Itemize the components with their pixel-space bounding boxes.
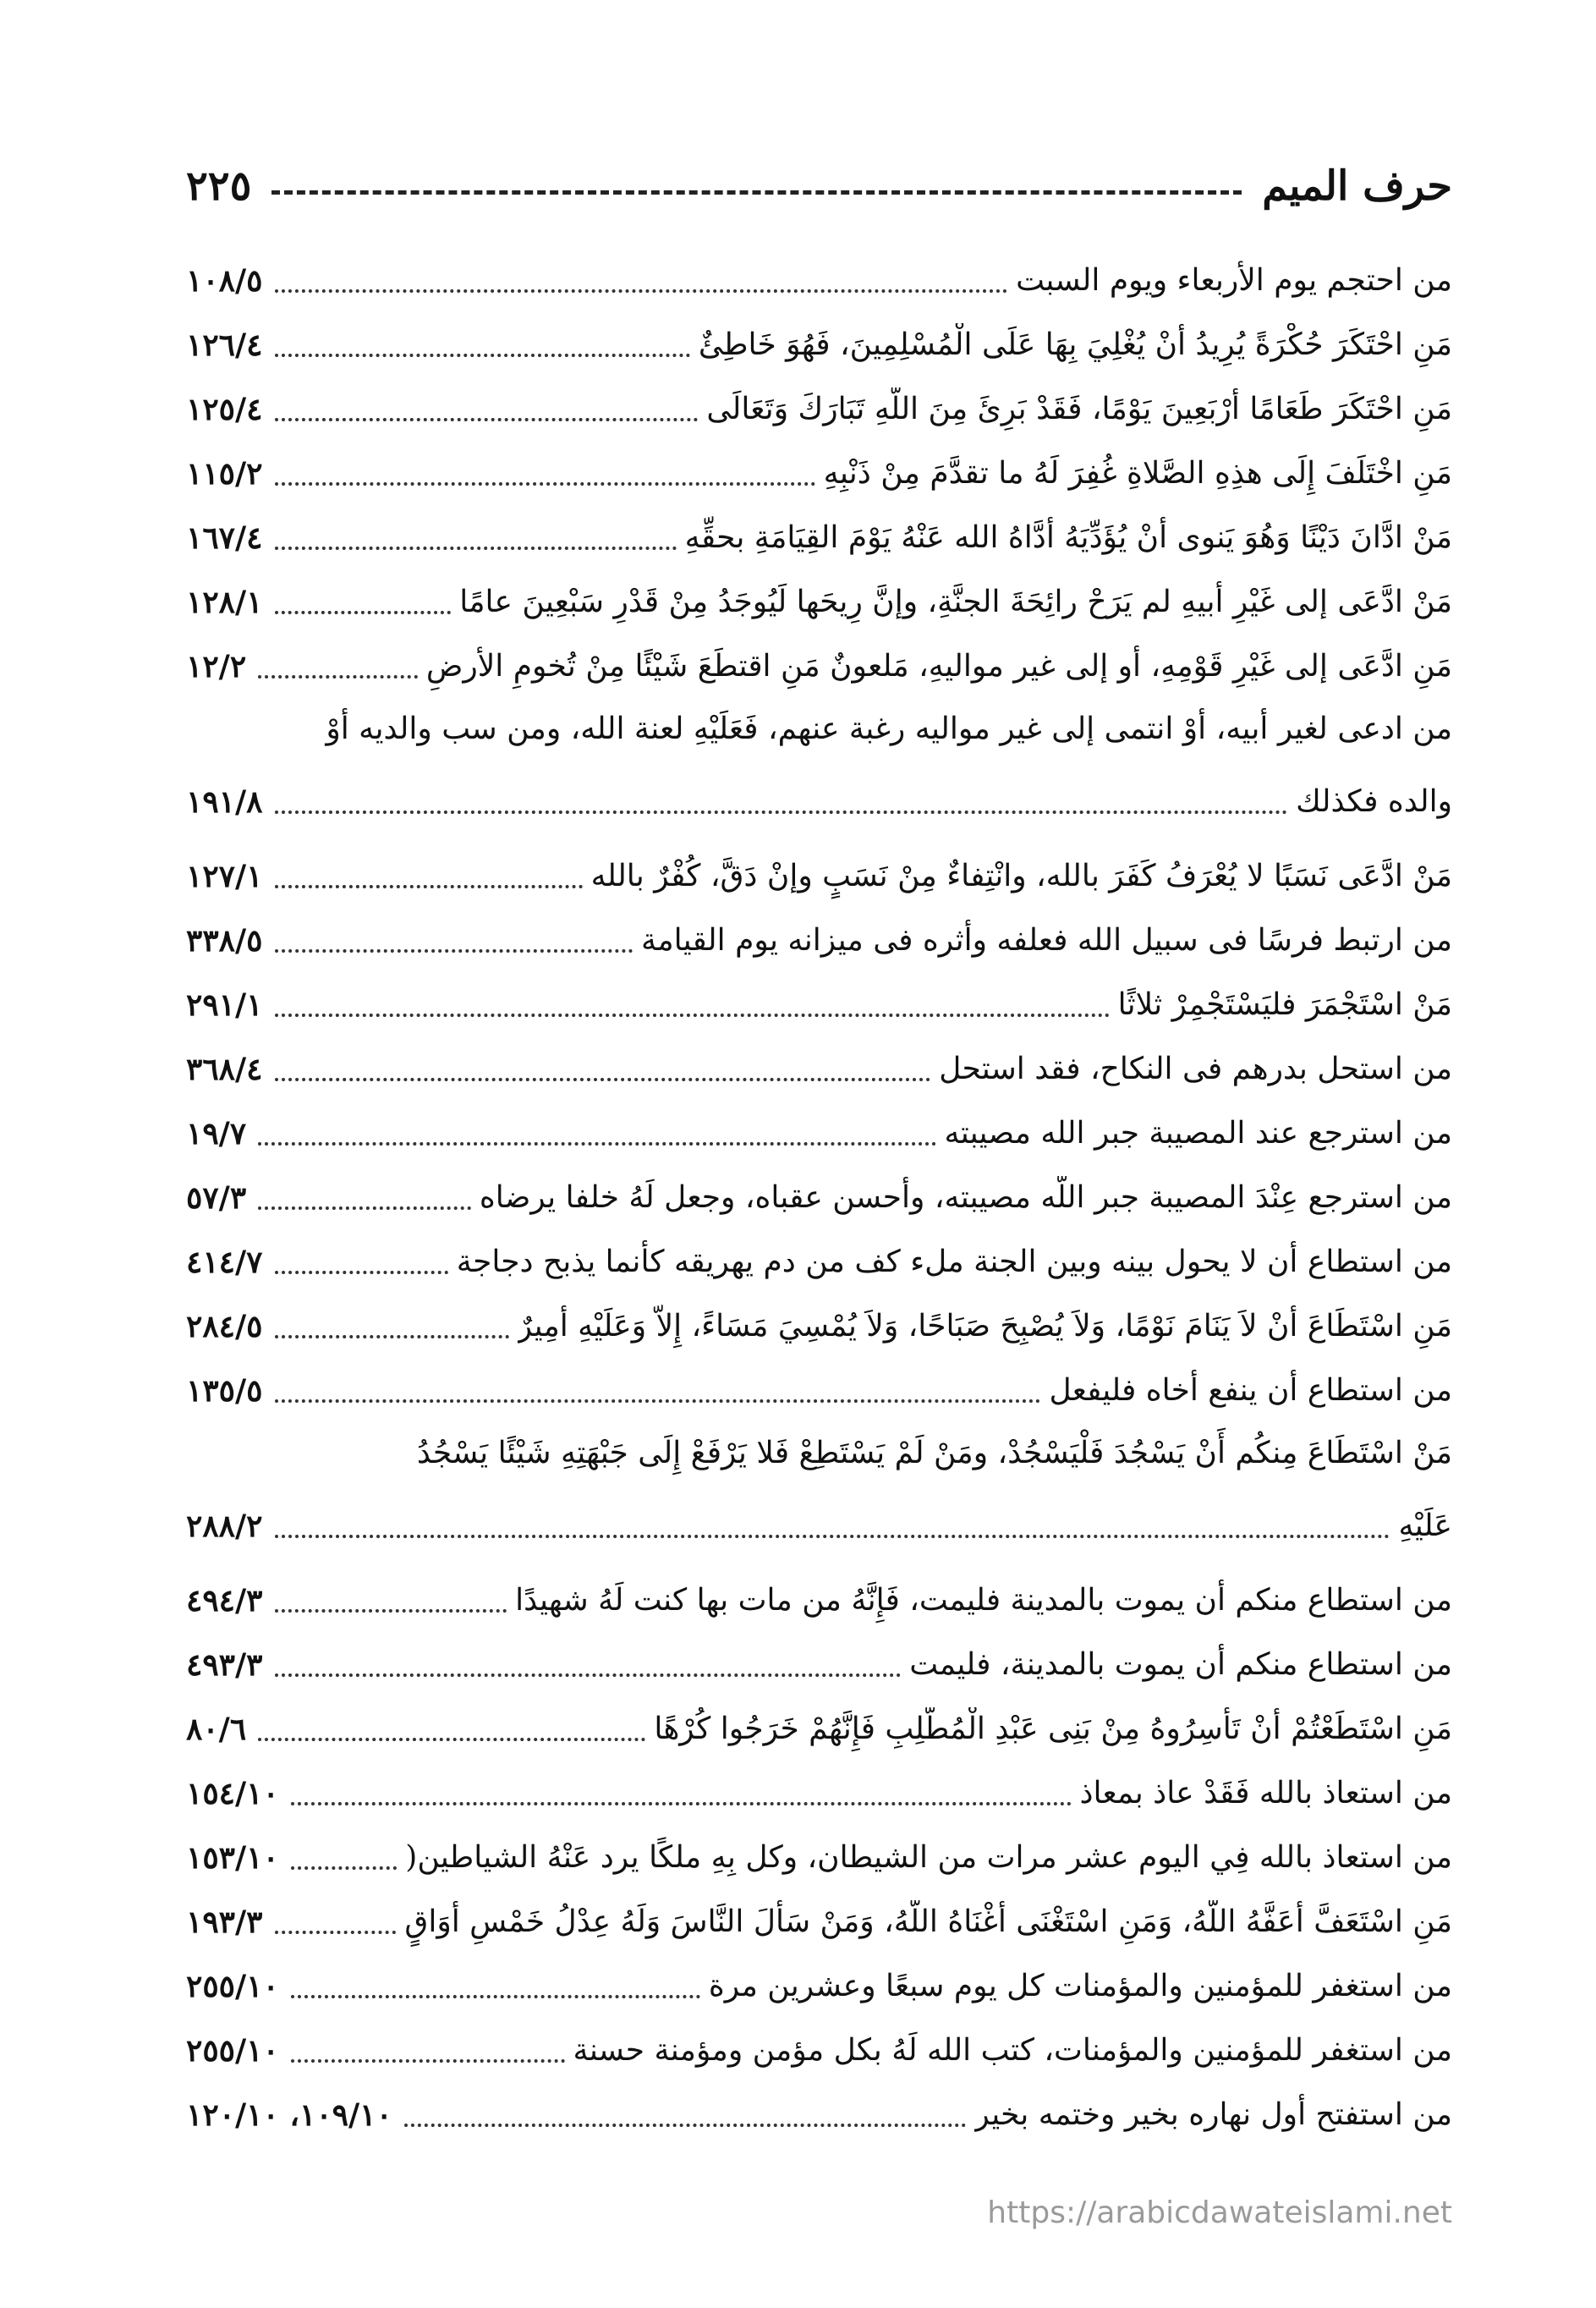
index-entry [186, 1887, 1452, 1951]
entry-text: من استحل بدرهم فى النكاح، فقد استحل [939, 1052, 1452, 1086]
section-title: حرف الميم [1262, 162, 1452, 210]
entry-text: مَنْ اسْتَجْمَرَ فليَسْتَجْمِرْ ثلاثًا [1117, 987, 1452, 1022]
dot-leader [291, 1866, 397, 1870]
dot-leader [275, 1673, 902, 1677]
entry-text: من استطاع منكم أن يموت بالمدينة فليمت، فَإِنَّهُ من مات بها كنت لَهُ شهيدًا [515, 1583, 1452, 1618]
index-entry [186, 1694, 1452, 1758]
index-entry [186, 1822, 1452, 1887]
index-entry [186, 1162, 1452, 1227]
entry-text: من استعاذ بالله فِي اليوم عشر مرات من الشيطان، وكل بِهِ ملكًا يرد عَنْهُ الشياطين( [405, 1840, 1452, 1875]
volume-page-reference: ١٦٧/٤ [186, 520, 263, 556]
volume-page-reference: ٢٥٥/١٠ [186, 2033, 279, 2069]
dot-leader [291, 2059, 565, 2063]
dot-leader [275, 885, 583, 888]
entry-text: من استغفر للمؤمنين والمؤمنات، كتب الله لَهُ بكل مؤمن ومؤمنة حسنة [573, 2033, 1452, 2068]
entry-text: مَنِ ادَّعَى إلى غَيْرِ قَوْمِهِ، أو إلى غير مواليهِ، مَلعونٌ مَنِ اقتطَعَ شَيْئًا مِنْ تُخومِ الأرضِ [425, 649, 1452, 684]
index-entry [186, 1420, 1452, 1565]
volume-page-reference: ١٠٩/١٠، ١٢٠/١٠ [186, 2097, 392, 2133]
index-entry [186, 1758, 1452, 1822]
entry-continuation [186, 1487, 1452, 1555]
volume-page-reference: ١٢٦/٤ [186, 327, 263, 363]
index-entry [186, 310, 1452, 374]
entry-text: من استرجع عند المصيبة جبر الله مصيبته [944, 1116, 1452, 1151]
page-header [186, 152, 1452, 220]
dot-leader [275, 611, 452, 614]
volume-page-reference: ٣٦٨/٤ [186, 1052, 263, 1087]
volume-page-reference: ١٢٥/٤ [186, 392, 263, 427]
index-entry [186, 1291, 1452, 1355]
entry-text: من استرجع عِنْدَ المصيبة جبر اللَّه مصيبته، وأحسن عقباه، وجعل لَهُ خلفا يرضاه [479, 1180, 1452, 1215]
volume-page-reference: ١٢٨/١ [186, 585, 263, 620]
watermark: https://arabicdawateislami.net [987, 2195, 1452, 2230]
entry-text: مَنْ ادَّعَى نَسَبًا لا يُعْرَفُ كَفَرَ بالله، وانْتِفاءٌ مِنْ نَسَبٍ وإنْ دَقَّ، كُفْرٌ بالله [590, 859, 1452, 893]
dot-leader [291, 1995, 700, 1998]
dot-leader [258, 1142, 935, 1146]
index-entry [186, 1951, 1452, 2015]
entry-text-continued: والده فكذلك [1296, 784, 1452, 819]
entry-text: مَنْ ادَّانَ دَيْنًا وَهُوَ يَنوى أَنْ يُؤَدِّيَهُ أَدَّاهُ الله عَنْهُ يَوْمَ القِيَامَةِ بحقِّهِ [684, 520, 1452, 555]
entry-text: مَنِ احْتَكَرَ حُكْرَةً يُرِيدُ أَنْ يُغْلِيَ بِهَا عَلَى الْمُسْلِمِينَ، فَهُوَ خَاطِئٌ [698, 327, 1452, 362]
entry-text: من استطاع أن لا يحول بينه وبين الجنة ملء كف من دم يهريقه كأنما يذبح دجاجة [456, 1245, 1452, 1279]
volume-page-reference: ١٩١/٨ [186, 784, 263, 820]
index-entry [186, 1227, 1452, 1291]
entry-text: من استطاع منكم أن يموت بالمدينة، فليمت [909, 1647, 1452, 1682]
dot-leader [275, 1931, 397, 1934]
index-entry [186, 695, 1452, 841]
entry-text: مَنِ احْتَكَرَ طَعَامًا أَرْبَعِينَ يَوْمًا، فَقَدْ بَرِئَ مِنَ اللَّهِ تَبَارَكَ وَتَعَالَى [706, 392, 1452, 426]
volume-page-reference: ١٥٤/١٠ [186, 1776, 279, 1811]
index-entry [186, 2015, 1452, 2080]
dot-leader [275, 418, 699, 421]
volume-page-reference: ١٢/٢ [186, 649, 247, 684]
volume-page-reference: ١٣٥/٥ [186, 1373, 263, 1409]
entry-text: من ادعى لغير أبيه، أوْ انتمى إلى غير مواليه رغبة عنهم، فَعَلَيْهِ لعنة الله، ومن سب والديه أوْ [326, 712, 1452, 746]
volume-page-reference: ١١٥/٢ [186, 456, 263, 492]
index-entry [186, 841, 1452, 905]
index-entry [186, 567, 1452, 631]
dot-leader [275, 1399, 1041, 1403]
entry-text: من استفتح أول نهاره بخير وختمه بخير [974, 2097, 1452, 2132]
dot-leader [291, 1802, 1072, 1805]
volume-page-reference: ١٩٣/٣ [186, 1904, 263, 1940]
index-entry [186, 245, 1452, 310]
entry-continuation [186, 763, 1452, 831]
index-entries [186, 245, 1452, 2144]
dot-leader [258, 1206, 471, 1210]
index-entry [186, 503, 1452, 567]
volume-page-reference: ١٥٣/١٠ [186, 1840, 279, 1876]
entry-text: من احتجم يوم الأربعاء ويوم السبت [1016, 263, 1452, 298]
dot-leader [275, 354, 690, 357]
volume-page-reference: ٥٧/٣ [186, 1180, 247, 1216]
index-entry [186, 2080, 1452, 2144]
volume-page-reference: ١٩/٧ [186, 1116, 247, 1151]
index-entry [186, 1629, 1452, 1694]
dot-leader [275, 547, 677, 550]
dot-leader [275, 289, 1008, 293]
dot-leader [275, 1335, 509, 1338]
entry-text: من استغفر للمؤمنين والمؤمنات كل يوم سبعًا وعشرين مرة [708, 1969, 1452, 2003]
dot-leader [275, 482, 815, 486]
page-number: ٢٢٥ [186, 162, 252, 210]
index-entry [186, 1565, 1452, 1629]
volume-page-reference: ٢٥٥/١٠ [186, 1969, 279, 2004]
volume-page-reference: ٤١٤/٧ [186, 1245, 263, 1280]
dot-leader [275, 1609, 507, 1613]
volume-page-reference: ٨٠/٦ [186, 1712, 247, 1747]
volume-page-reference: ١٠٨/٥ [186, 263, 263, 299]
entry-text: مَنْ ادَّعَى إلى غَيْرِ أبيهِ لم يَرَحْ رائِحَةَ الجنَّةِ، وإنَّ رِيحَها لَيُوجَدُ مِنْ قَدْرِ سَبْعِينَ عامًا [459, 585, 1452, 619]
volume-page-reference: ٢٨٤/٥ [186, 1309, 263, 1344]
dot-leader [275, 1078, 931, 1081]
index-entry [186, 631, 1452, 695]
entry-text: مَنِ اسْتَعَفَّ أَعَفَّهُ اللَّهُ، وَمَنِ اسْتَغْنَى أَغْنَاهُ اللَّهُ، وَمَنْ سَأَلَ النَّاسَ وَلَهُ عِدْلُ خَمْسِ أَوَاقٍ [404, 1904, 1452, 1939]
volume-page-reference: ٢٨٨/٢ [186, 1508, 263, 1544]
volume-page-reference: ٣٣٨/٥ [186, 923, 263, 959]
entry-text: من استطاع أن ينفع أخاه فليفعل [1049, 1373, 1452, 1408]
dot-leader [275, 1014, 1110, 1017]
entry-text: من ارتبط فرسًا فى سبيل الله فعلفه وأثره فى ميزانه يوم القيامة [641, 923, 1452, 958]
volume-page-reference: ٤٩٤/٣ [186, 1583, 263, 1618]
dot-leader [258, 1738, 645, 1741]
header-dash-rule [271, 190, 1242, 195]
volume-page-reference: ١٢٧/١ [186, 859, 263, 894]
index-entry [186, 1034, 1452, 1098]
entry-text: من استعاذ بالله فَقَدْ عاذ بمعاذ [1079, 1776, 1452, 1811]
dot-leader [275, 1535, 1390, 1538]
volume-page-reference: ٤٩٣/٣ [186, 1647, 263, 1683]
index-entry [186, 1355, 1452, 1420]
index-entry [186, 970, 1452, 1034]
volume-page-reference: ٢٩١/١ [186, 987, 263, 1023]
entry-text: مَنِ اسْتَطَعْتُمْ أَنْ تَأْسِرُوهُ مِنْ بَنِى عَبْدِ الْمُطَّلِبِ فَإِنَّهُمْ خَرَجُوا كُرْهًا [654, 1712, 1452, 1746]
dot-leader [258, 675, 418, 679]
index-entry [186, 905, 1452, 970]
dot-leader [404, 2124, 967, 2127]
index-entry [186, 438, 1452, 503]
entry-text: مَنِ اسْتَطَاعَ أَنْ لاَ يَنَامَ نَوْمًا، وَلاَ يُصْبِحَ صَبَاحًا، وَلاَ يُمْسِيَ مَسَاءً، إِلاَّ وَعَلَيْهِ أَمِيرٌ [517, 1309, 1452, 1344]
dot-leader [275, 949, 633, 953]
index-entry [186, 1098, 1452, 1162]
index-entry [186, 374, 1452, 438]
entry-text: مَنِ اخْتَلَفَ إِلَى هذِهِ الصَّلاةِ غُفِرَ لَهُ ما تقدَّمَ مِنْ ذَنْبِهِ [823, 456, 1452, 491]
entry-text-continued: عَلَيْهِ [1398, 1508, 1452, 1543]
entry-text: مَنْ اسْتَطَاعَ مِنكُم أَنْ يَسْجُدَ فَلْيَسْجُدْ، ومَنْ لَمْ يَسْتَطِعْ فَلا يَرْفَعْ إِلَى جَبْهَتِهِ شَيْئًا يَسْجُدُ [416, 1436, 1452, 1470]
dot-leader [275, 1271, 448, 1274]
dot-leader [275, 811, 1288, 814]
